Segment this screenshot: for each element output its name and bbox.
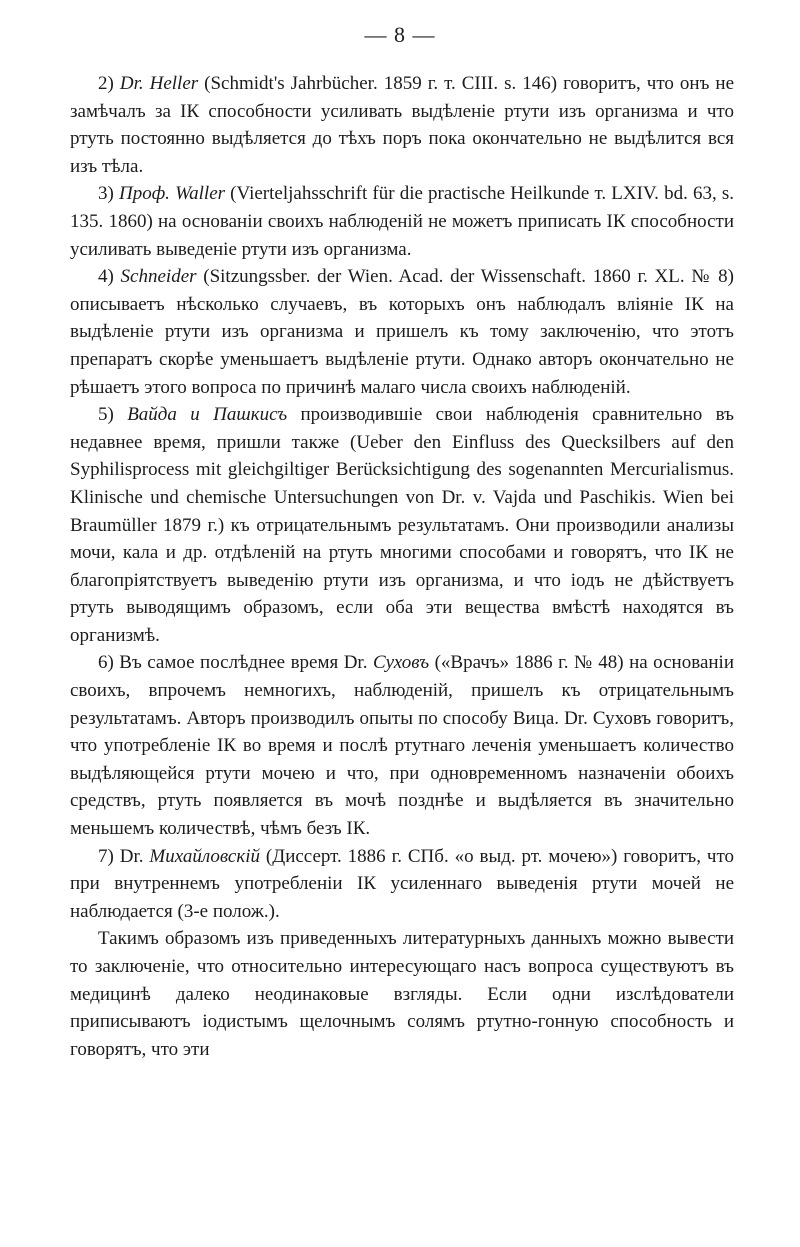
paragraph-text: 4) Schneider (Sitzungssber. der Wien. Acad. der Wissenschaft. 1860 г. XL. № 8) описываетъ нѣсколько случаевъ, въ которыхъ онъ наблюдалъ вліяніе ІК на выдѣленіе ртути изъ организма и пришелъ къ тому заключенію, что этотъ препаратъ скорѣе уменьшаетъ выдѣленіе ртути. Однако авторъ окончательно не рѣшаетъ этого вопроса по причинѣ малаго числа своихъ наблюденій. — [70, 266, 734, 398]
paragraph-conclusion — [70, 925, 734, 1063]
author-name: Schneider — [120, 266, 197, 288]
paragraph-waller — [70, 180, 734, 263]
paragraph-text: 3) Проф. Waller (Vierteljahsschrift für die practische Heilkunde т. LXIV. bd. 63, s. 135. 1860) на основаніи своихъ наблюденій не можетъ приписать ІК способности усиливать выведеніе ртути изъ организма. — [70, 183, 734, 260]
paragraph-sukhov — [70, 649, 734, 842]
paragraph-vajda-paschkis — [70, 401, 734, 649]
paragraph-text: Такимъ образомъ изъ приведенныхъ литературныхъ данныхъ можно вывести то заключеніе, что относительно интересующаго насъ вопроса существуютъ въ медицинѣ далеко неодинаковые взгляды. Если одни изслѣдователи приписываютъ іодистымъ щелочнымъ солямъ ртутно-гонную способность и говорятъ, что эти — [70, 928, 734, 1060]
paragraph-text: 7) Dr. Михайловскій (Диссерт. 1886 г. СПб. «о выд. рт. мочею») говоритъ, что при внутреннемъ употребленіи ІК усиленнаго выведенія ртути мочей не наблюдается (3-е полож.). — [70, 845, 734, 922]
page-number: — 8 — — [364, 22, 436, 47]
paragraph-text: 5) Вайда и Пашкисъ производившіе свои наблюденія сравнительно въ недавнее время, пришли также (Ueber den Einfluss des Quecksilbers auf den Syphilisprocess mit gleichgiltiger Berücksichtigung des sogenannten Mercurialismus. Klinische und chemische Untersuchungen von Dr. v. Vajda und Paschikis. Wien bei Braumüller 1879 г.) къ отрицательнымъ результатамъ. Они производили анализы мочи, кала и др. отдѣленій на ртуть многими способами и говорятъ, что ІК не благопріятствуетъ выведенію ртути изъ организма, и что іодъ не дѣйствуетъ ртуть выводящимъ образомъ, если оба эти вещества вмѣстѣ находятся въ организмѣ. — [70, 404, 734, 646]
author-name: Михайловскій — [149, 845, 261, 867]
author-name: Dr. Heller — [119, 73, 199, 94]
paragraph-mikhailovsky — [70, 843, 734, 926]
author-name: Вайда и Пашкисъ — [127, 404, 288, 426]
paragraph-schneider — [70, 263, 734, 401]
author-name: Проф. Waller — [118, 183, 226, 205]
page-body — [70, 70, 734, 1063]
author-name: Суховъ — [372, 652, 430, 674]
paragraph-text: 6) Въ самое послѣднее время Dr. Суховъ («Врачъ» 1886 г. № 48) на основаніи своихъ, впрочемъ немногихъ, наблюденій, пришелъ къ отрицательнымъ результатамъ. Авторъ производилъ опыты по способу Вица. Dr. Суховъ говоритъ, что употребленіе ІК во время и послѣ ртутнаго леченія уменьшаетъ количество выдѣляющейся ртути мочею и что, при одновременномъ назначеніи обоихъ средствъ, ртуть появляется въ мочѣ позднѣе и выдѣляется въ значительно меньшемъ количествѣ, чѣмъ безъ ІК. — [70, 652, 734, 840]
paragraph-text: 2) Dr. Heller (Schmidt's Jahrbücher. 1859 г. т. CIII. s. 146) говоритъ, что онъ не замѣчалъ за ІК способности усиливать выдѣленіе ртути изъ организма и что ртуть постоянно выдѣляется до тѣхъ поръ пока окончательно не выдѣлится вся изъ тѣла. — [70, 73, 735, 177]
paragraph-heller — [70, 70, 734, 180]
